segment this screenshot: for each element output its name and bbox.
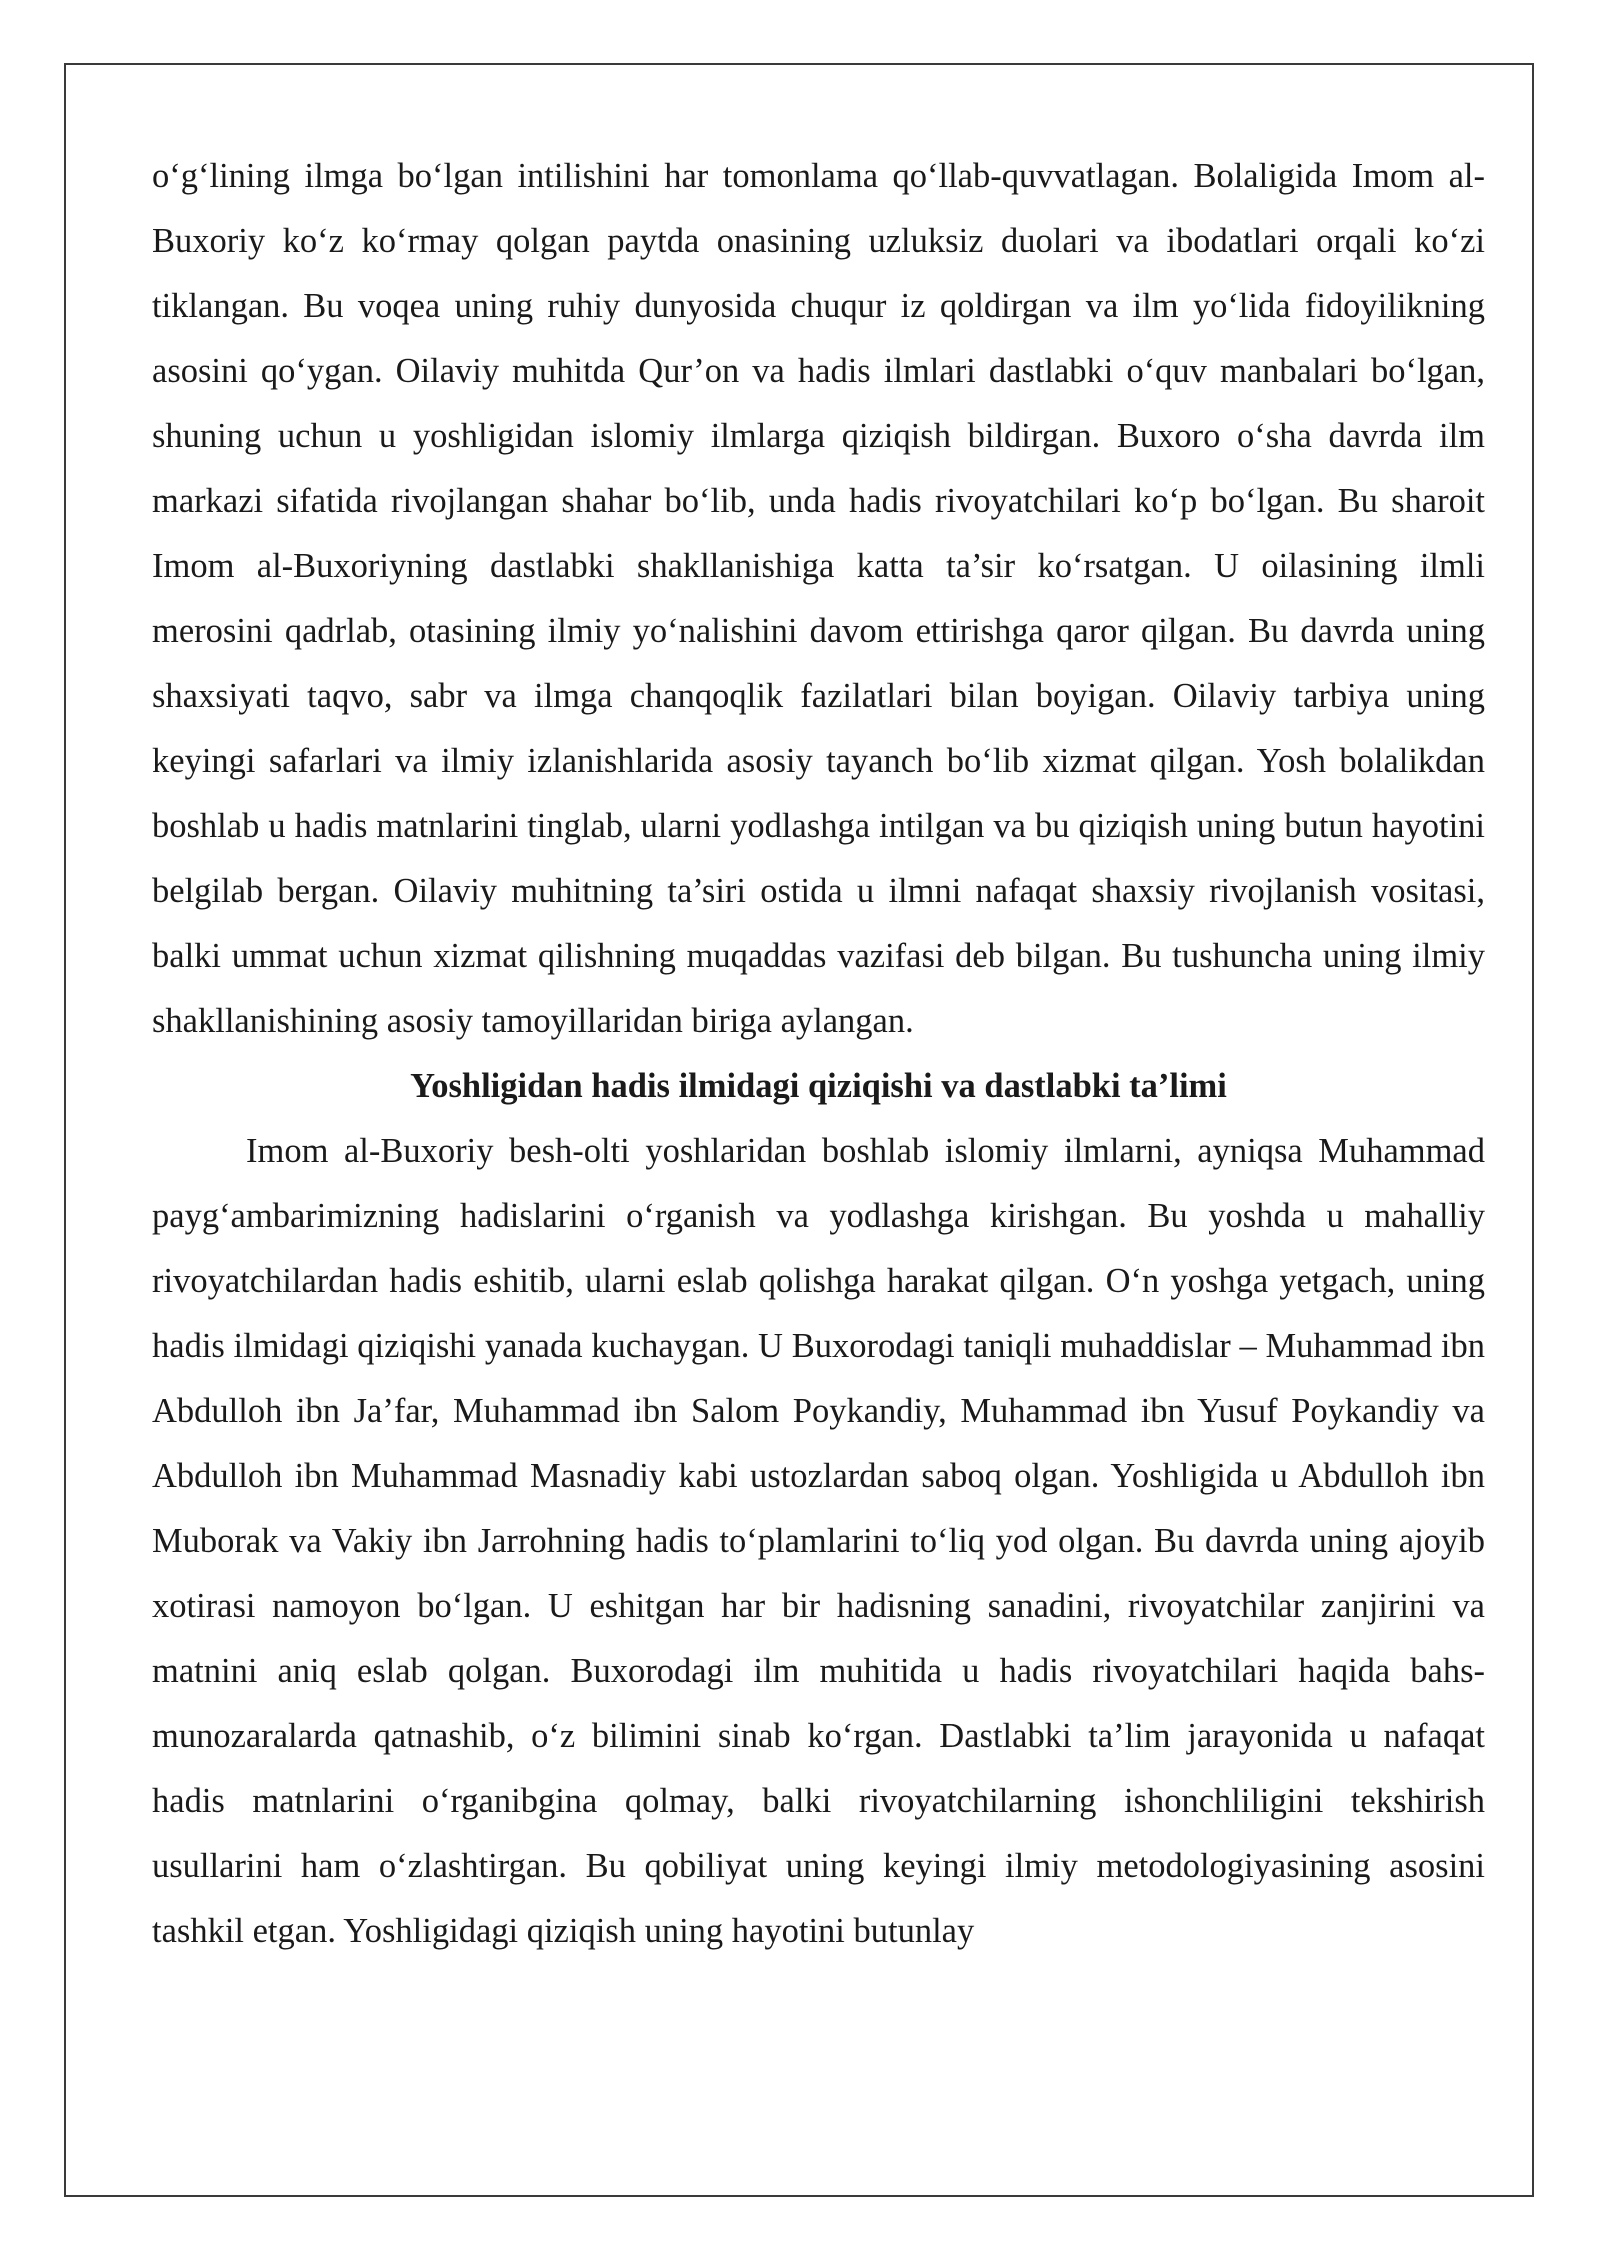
document-body bbox=[152, 144, 1485, 1964]
body-paragraph: o‘g‘lining ilmga bo‘lgan intilishini har tomonlama qo‘llab-quvvatlagan. Bolaligida Imom al-Buxoriy ko‘z ko‘rmay qolgan paytda onasining uzluksiz duolari va ibodatlari orqali ko‘zi tiklangan. Bu voqea uning ruhiy dunyosida chuqur iz qoldirgan va ilm yo‘lida fidoyilikning asosini qo‘ygan. Oilaviy muhitda Qur’on va hadis ilmlari dastlabki o‘quv manbalari bo‘lgan, shuning uchun u yoshligidan islomiy ilmlarga qiziqish bildirgan. Buxoro o‘sha davrda ilm markazi sifatida rivojlangan shahar bo‘lib, unda hadis rivoyatchilari ko‘p bo‘lgan. Bu sharoit Imom al-Buxoriyning dastlabki shakllanishiga katta ta’sir ko‘rsatgan. U oilasining ilmli merosini qadrlab, otasining ilmiy yo‘nalishini davom ettirishga qaror qilgan. Bu davrda uning shaxsiyati taqvo, sabr va ilmga chanqoqlik fazilatlari bilan boyigan. Oilaviy tarbiya uning keyingi safarlari va ilmiy izlanishlarida asosiy tayanch bo‘lib xizmat qilgan. Yosh bolalikdan boshlab u hadis matnlarini tinglab, ularni yodlashga intilgan va bu qiziqish uning butun hayotini belgilab bergan. Oilaviy muhitning ta’siri ostida u ilmni nafaqat shaxsiy rivojlanish vositasi, balki ummat uchun xizmat qilishning muqaddas vazifasi deb bilgan. Bu tushuncha uning ilmiy shakllanishining asosiy tamoyillaridan biriga aylangan. bbox=[152, 157, 1485, 1040]
body-paragraph: Imom al-Buxoriy besh-olti yoshlaridan boshlab islomiy ilmlarni, ayniqsa Muhammad payg‘ambarimizning hadislarini o‘rganish va yodlashga kirishgan. Bu yoshda u mahalliy rivoyatchilardan hadis eshitib, ularni eslab qolishga harakat qilgan. O‘n yoshga yetgach, uning hadis ilmidagi qiziqishi yanada kuchaygan. U Buxorodagi taniqli muhaddislar – Muhammad ibn Abdulloh ibn Ja’far, Muhammad ibn Salom Poykandiy, Muhammad ibn Yusuf Poykandiy va Abdulloh ibn Muhammad Masnadiy kabi ustozlardan saboq olgan. Yoshligida u Abdulloh ibn Muborak va Vakiy ibn Jarrohning hadis to‘plamlarini to‘liq yod olgan. Bu davrda uning ajoyib xotirasi namoyon bo‘lgan. U eshitgan har bir hadisning sanadini, rivoyatchilar zanjirini va matnini aniq eslab qolgan. Buxorodagi ilm muhitida u hadis rivoyatchilari haqida bahs-munozaralarda qatnashib, o‘z bilimini sinab ko‘rgan. Dastlabki ta’lim jarayonida u nafaqat hadis matnlarini o‘rganibgina qolmay, balki rivoyatchilarning ishonchliligini tekshirish usullarini ham o‘zlashtirgan. Bu qobiliyat uning keyingi ilmiy metodologiyasining asosini tashkil etgan. Yoshligidagi qiziqish uning hayotini butunlay bbox=[152, 1132, 1485, 1950]
section-heading: Yoshligidan hadis ilmidagi qiziqishi va dastlabki ta’limi bbox=[410, 1067, 1227, 1105]
